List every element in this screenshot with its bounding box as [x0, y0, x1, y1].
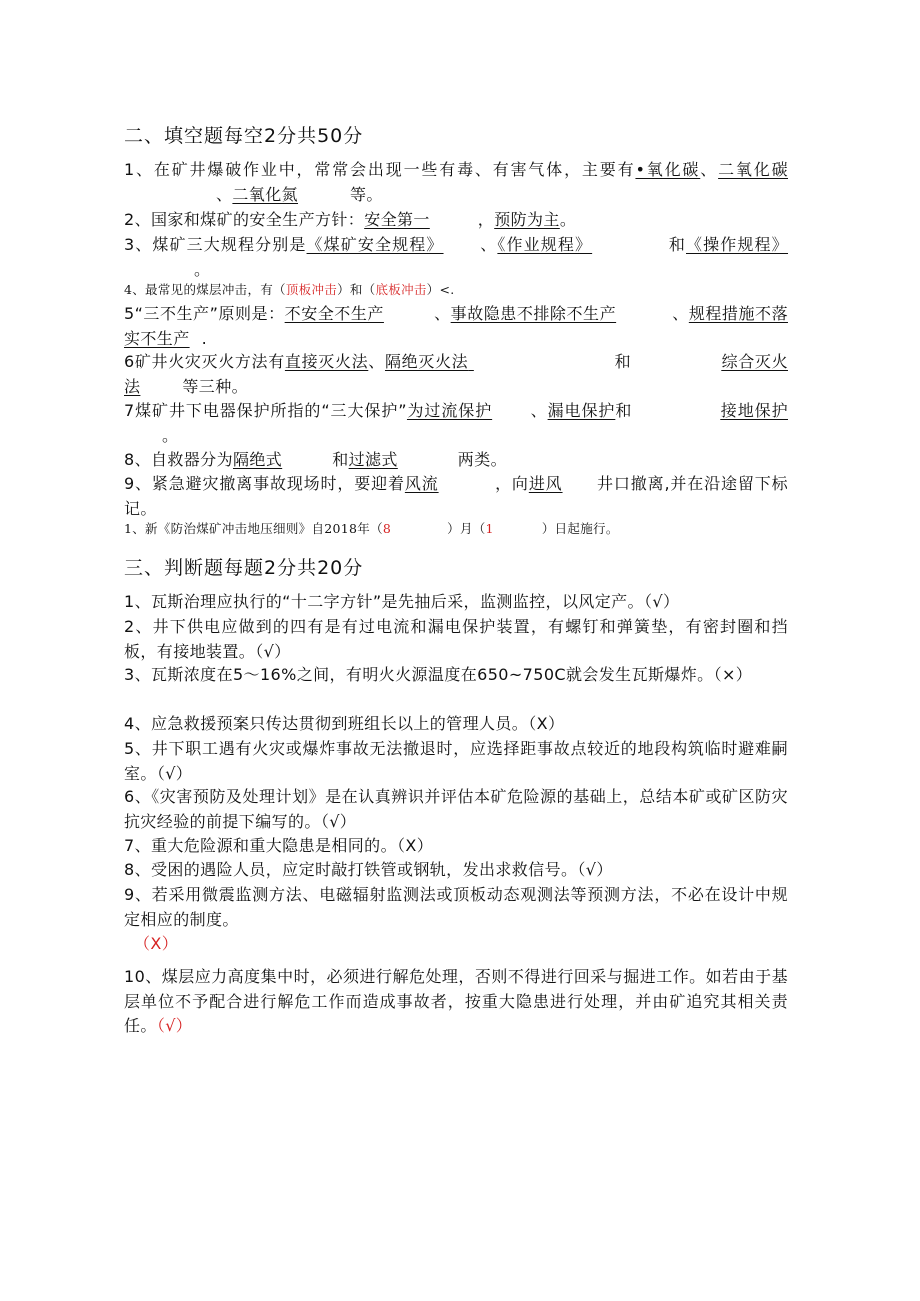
answer-blank: 隔绝灭火法: [384, 352, 469, 371]
question-text: 3、煤矿三大规程分别是: [124, 235, 307, 254]
question-text: 6、《灾害预防及处理计划》是在认真辨识并评估本矿危险源的基础上，总结本矿或矿区防灾抗灾经验的前提下编写的。: [124, 787, 788, 831]
question-text: 3、瓦斯浓度在5～16%之间，有明火火源温度在650~750C就会发生瓦斯爆炸。: [124, 665, 714, 684]
answer-red: 1: [485, 521, 494, 536]
question-text: 7、重大危险源和重大隐患是相同的。: [124, 836, 397, 855]
separator: 和: [332, 450, 349, 469]
judgement-mark: （X）: [396, 836, 434, 855]
judge-question-5: [124, 737, 788, 786]
answer-blank: 直接灭火法: [284, 352, 369, 371]
judgement-mark: （√）: [577, 860, 613, 879]
separator: 、: [433, 304, 451, 323]
answer-blank: 综合灭火法: [124, 352, 788, 396]
fill-question-1: [124, 158, 788, 207]
answer-blank: 规程措施不落实不生产: [124, 304, 788, 348]
answer-blank: 《操作规程》: [686, 235, 789, 254]
question-text: 9、若采用微震监测方法、电磁辐射监测法或顶板动态观测法等预测方法，不必在设计中规定相应的制度。: [124, 885, 788, 929]
answer-blank: 《煤矿安全规程》: [306, 235, 444, 254]
judge-question-1: [124, 590, 788, 615]
answer-blank: 风流: [404, 474, 439, 493]
separator: 、: [672, 304, 689, 323]
answer-blank: 进风: [528, 474, 563, 493]
question-text: 9、紧急避灾撤离事故现场时，要迎着: [124, 474, 405, 493]
separator: 和: [614, 352, 632, 371]
judge-question-4: [124, 712, 788, 737]
question-text: 8、受困的遇险人员，应定时敲打铁管或钢轨，发出求救信号。: [124, 860, 578, 879]
fill-question-7: [124, 399, 788, 448]
question-text: 8、自救器分为: [124, 450, 233, 469]
question-text: 等三种。: [182, 376, 249, 396]
question-text: ）<.: [426, 282, 455, 297]
separator: ）月（: [447, 521, 486, 536]
fill-question-3: [124, 233, 788, 282]
answer-blank: 接地保护: [720, 401, 788, 420]
separator: 、: [368, 352, 385, 371]
judgement-mark: （√）: [320, 811, 357, 831]
answer-blank: 为过流保护: [406, 401, 493, 420]
answer-blank: 二氧化碳: [718, 160, 789, 179]
question-text: 5、井下职工遇有火灾或爆炸事故无法撤退时，应选择距事故点较近的地段构筑临时避难嗣室。: [124, 739, 788, 783]
fill-question-8: [124, 448, 788, 473]
separator: 、: [216, 184, 233, 204]
answer-red: 顶板冲击: [285, 282, 338, 297]
judgement-mark: （√）: [255, 641, 291, 661]
question-text: 。: [162, 425, 179, 445]
judgement-mark: （√）: [156, 1016, 193, 1035]
fill-question-9: [124, 472, 788, 521]
question-text: .: [201, 328, 208, 348]
answer-blank: 预防为主: [494, 210, 560, 229]
question-text: 等。: [350, 184, 383, 204]
judge-question-9: [124, 883, 788, 957]
answer-red: 底板冲击: [375, 282, 427, 297]
question-text: 7煤矿井下电器保护所指的“三大保护”: [124, 401, 407, 420]
question-text: 。: [559, 210, 577, 229]
judge-question-7: [124, 834, 788, 859]
judgement-mark: （×）: [713, 665, 753, 684]
question-text: 2、井下供电应做到的四有是有过电流和漏电保护装置，有螺钉和弹簧垫，有密封圈和挡板，有接地装置。: [124, 617, 788, 661]
question-text: 5“三不生产”原则是：: [124, 304, 285, 323]
question-text: 10、煤层应力高度集中时，必须进行解危处理，否则不得进行回采与掘进工作。如若由于基层单位不予配合进行解危工作而造成事故者，按重大隐患进行处理，并由矿追究其相关责任。: [124, 967, 788, 1035]
fill-question-5: [124, 302, 788, 351]
question-text: 6矿井火灾灭火方法有: [124, 352, 285, 371]
answer-blank: 安全第一: [364, 210, 430, 229]
fill-question-10: [124, 520, 788, 538]
question-text: 2、国家和煤矿的安全生产方针：: [124, 210, 365, 229]
question-text: 。: [194, 259, 211, 279]
separator: 、: [530, 401, 548, 420]
judgement-mark: （X）: [134, 934, 179, 953]
judge-question-8: [124, 858, 788, 883]
separator: 、: [700, 160, 719, 179]
judgement-mark: （√）: [156, 763, 193, 783]
judge-question-6: [124, 785, 788, 834]
question-text: 4、最常见的煤层冲击，有（: [124, 282, 286, 297]
answer-blank: 《作业规程》: [497, 235, 593, 254]
answer-blank: 不安全不生产: [284, 304, 384, 323]
question-text: 1、在矿井爆破作业中，常常会出现一些有毒、有害气体，主要有: [124, 160, 636, 179]
answer-blank: 隔绝式: [232, 450, 283, 469]
answer-blank: 事故隐患不排除不生产: [450, 304, 617, 323]
judge-question-10: [124, 965, 788, 1039]
question-text: 1、瓦斯治理应执行的“十二字方针”是先抽后采，监测监控，以风定产。: [124, 592, 644, 611]
question-text: 1、新《防治煤矿冲击地压细则》自2018年（: [124, 521, 383, 536]
separator: 、: [479, 235, 498, 254]
fill-question-6: [124, 350, 788, 399]
question-text: 井口撤离,并在沿途留下标记。: [124, 474, 788, 518]
separator: ）和（: [337, 282, 376, 297]
answer-blank: 过滤式: [348, 450, 398, 469]
answer-red: 8: [382, 521, 392, 536]
judge-question-2: [124, 615, 788, 664]
question-text: ）日起施行。: [541, 521, 619, 536]
fill-question-4: [124, 281, 788, 299]
separator: ，: [477, 210, 495, 229]
question-text: 4、应急救援预案只传达贯彻到班组长以上的管理人员。: [124, 714, 529, 733]
answer-blank: 二氧化氮: [232, 184, 299, 204]
separator: 和: [615, 401, 633, 420]
answer-blank: 漏电保护: [547, 401, 616, 420]
answer-blank: •氧化碳: [635, 160, 701, 179]
fill-question-2: [124, 208, 788, 233]
question-text: 两类。: [457, 450, 507, 469]
section-title-fill: 二、填空题每空2分共50分: [124, 125, 364, 147]
judge-question-3: [124, 663, 788, 688]
separator: ，向: [494, 474, 529, 493]
judgement-mark: （√）: [643, 592, 680, 611]
section-title-judge: 三、判断题每题2分共20分: [124, 557, 364, 579]
separator: 和: [668, 235, 686, 254]
judgement-mark: （X）: [528, 714, 565, 733]
